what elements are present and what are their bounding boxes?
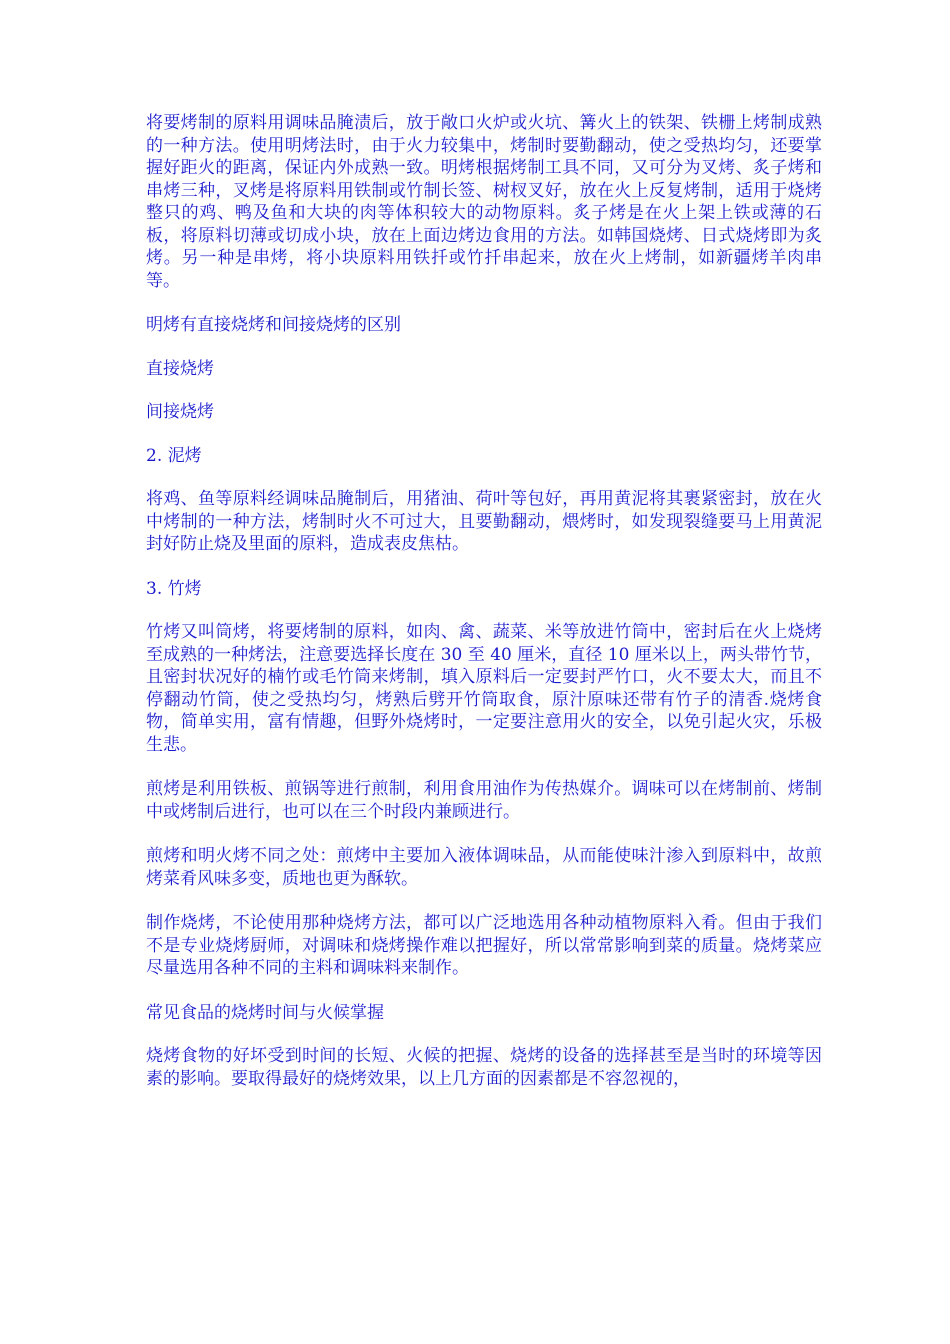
paragraph-open-fire-grilling: 将要烤制的原料用调味品腌渍后，放于敞口火炉或火坑、篝火上的铁架、铁栅上烤制成熟的一种方法。使用明烤法时，由于火力较集中，烤制时要勤翻动，使之受热均匀，还要掌握好距火的距离，保证内外成熟一致。明烤根据烤制工具不同，又可分为叉烤、炙子烤和串烤三种，叉烤是将原料用铁制或竹制长签、树杈叉好，放在火上反复烤制，适用于烧烤整只的鸡、鸭及鱼和大块的肉等体积较大的动物原料。炙子烤是在火上架上铁或薄的石板，将原料切薄或切成小块，放在上面边烤边食用的方法。如韩国烧烤、日式烧烤即为炙烤。另一种是串烤，将小块原料用铁扦或竹扦串起来，放在火上烤制，如新疆烤羊肉串等。 <box>146 113 822 291</box>
section-heading-common-food-timing: 常见食品的烧烤时间与火候掌握 <box>146 1002 384 1023</box>
paragraph-pan-grilling: 煎烤是利用铁板、煎锅等进行煎制，利用食用油作为传热媒介。调味可以在烤制前、烤制中或烤制后进行，也可以在三个时段内兼顾进行。 <box>146 779 822 822</box>
paragraph-direct-grilling: 直接烧烤 <box>146 358 214 379</box>
paragraph-indirect-grilling: 间接烧烤 <box>146 402 214 422</box>
paragraph-bamboo-roast: 竹烤又叫筒烤，将要烤制的原料，如肉、禽、蔬菜、米等放进竹筒中，密封后在火上烧烤至成熟的一种烤法，注意要选择长度在 30 至 40 厘米，直径 10 厘米以上，两头带竹节，且密封状况好的楠竹或毛竹筒来烤制，填入原料后一定要封严竹口，火不要太大，而且不停翻动竹筒，使之受热均匀，烤熟后劈开竹筒取食，原汁原味还带有竹子的清香.烧烤食物，简单实用，富有情趣，但野外烧烤时，一定要注意用火的安全，以免引起火灾，乐极生悲。 <box>146 622 822 755</box>
paragraph-clay-roast: 将鸡、鱼等原料经调味品腌制后，用猪油、荷叶等包好，再用黄泥将其裹紧密封，放在火中烤制的一种方法，烤制时火不可过大，且要勤翻动，煨烤时，如发现裂缝要马上用黄泥封好防止烧及里面的原料，造成表皮焦枯。 <box>146 489 822 554</box>
paragraph-direct-indirect-difference: 明烤有直接烧烤和间接烧烤的区别 <box>146 315 401 335</box>
paragraph-bbq-quality-factors: 烧烤食物的好坏受到时间的长短、火候的把握、烧烤的设备的选择甚至是当时的环境等因素的影响。要取得最好的烧烤效果，以上几方面的因素都是不容忽视的， <box>146 1046 822 1089</box>
section-heading-clay-roast: 2. 泥烤 <box>146 445 202 466</box>
paragraph-pan-vs-open-fire: 煎烤和明火烤不同之处：煎烤中主要加入液体调味品，从而能使味汁渗入到原料中，故煎烤菜肴风味多变，质地也更为酥软。 <box>146 846 822 889</box>
document-page <box>146 112 822 1112</box>
paragraph-making-bbq: 制作烧烤，不论使用那种烧烤方法，都可以广泛地选用各种动植物原料入肴。但由于我们不是专业烧烤厨师，对调味和烧烤操作难以把握好，所以常常影响到菜的质量。烧烤菜应尽量选用各种不同的主料和调味料来制作。 <box>146 913 822 978</box>
section-heading-bamboo-roast: 3. 竹烤 <box>146 578 202 599</box>
